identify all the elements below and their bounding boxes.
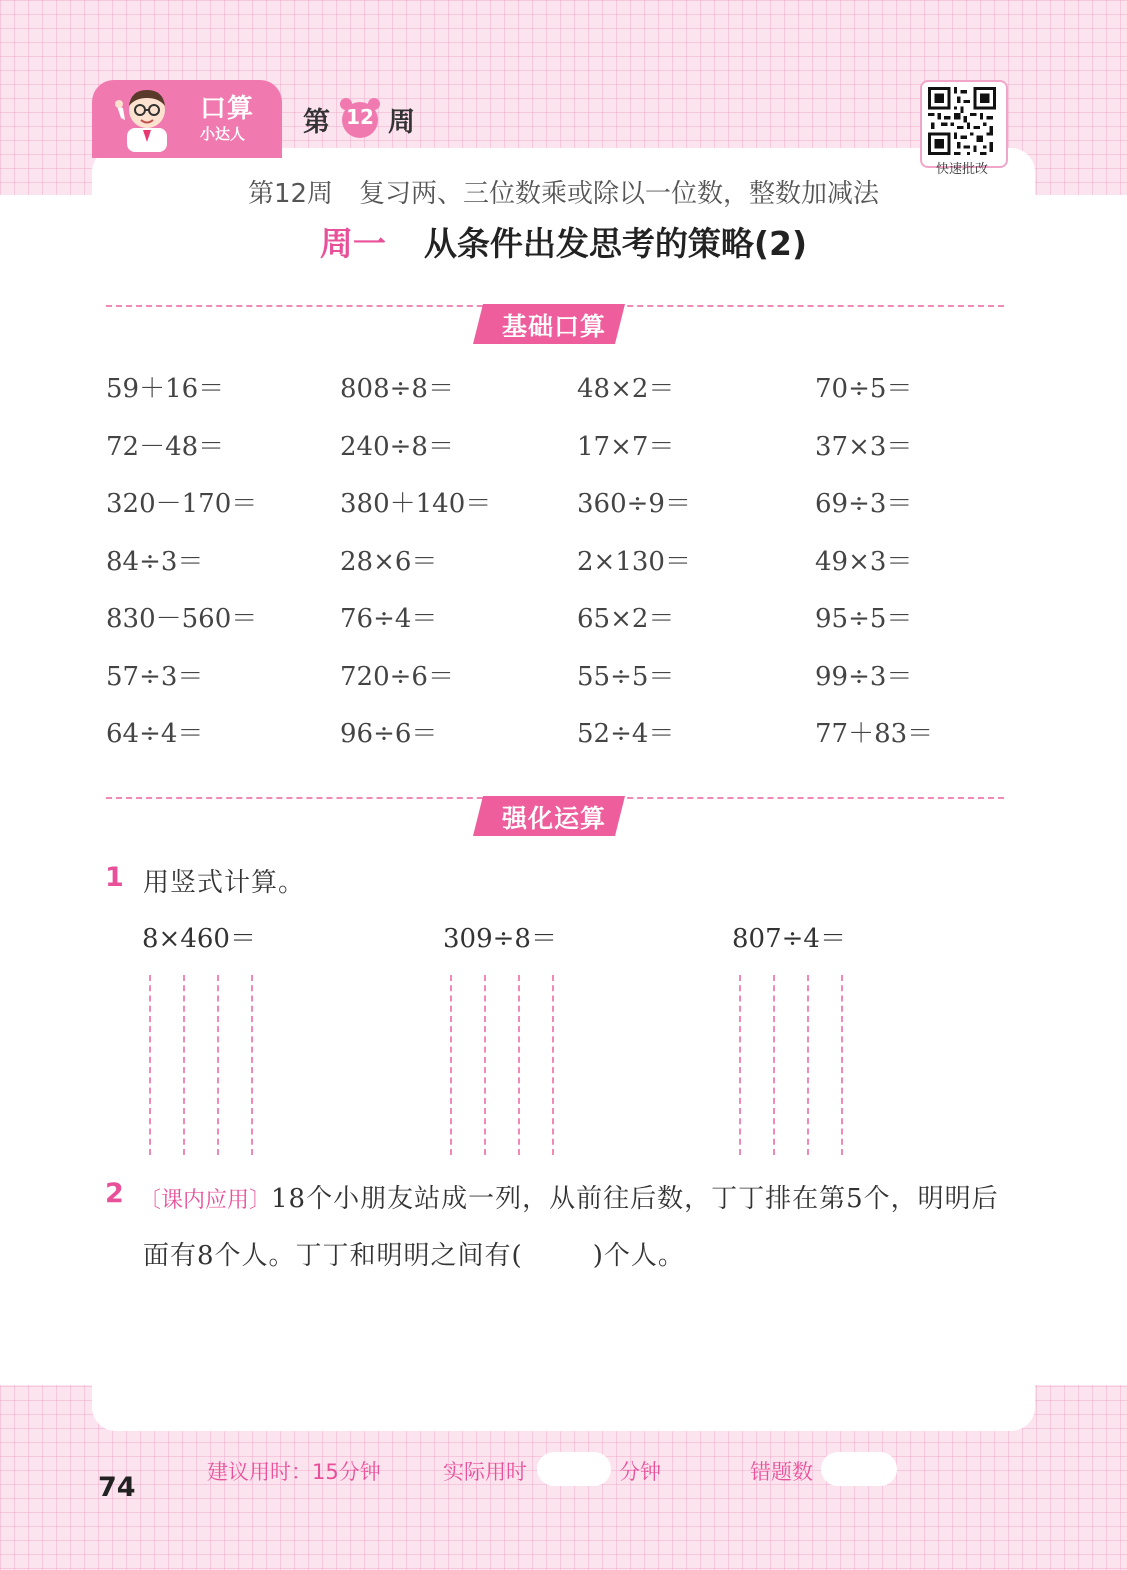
vertical-calc-problem: 8×460＝ (142, 924, 256, 954)
vertical-calc-problem: 309÷8＝ (443, 924, 557, 954)
oral-problem: 95÷5＝ (815, 604, 913, 634)
oral-problem: 64÷4＝ (106, 719, 204, 749)
oral-problem: 70÷5＝ (815, 374, 913, 404)
question-2-number: 2 (105, 1178, 124, 1209)
question-2-text-after: )个人。 (592, 1241, 685, 1271)
oral-problem: 84÷3＝ (106, 546, 204, 577)
work-area-guide (841, 975, 843, 1155)
brand-subtitle: 小达人 (200, 125, 246, 143)
oral-problem: 380＋140＝ (340, 489, 492, 519)
oral-problem: 37×3＝ (815, 431, 913, 462)
oral-problem: 48×2＝ (577, 374, 675, 404)
actual-time-box[interactable] (537, 1452, 611, 1486)
question-2-text-before: 面有8个人。丁丁和明明之间有( (143, 1241, 523, 1271)
vertical-calc-problem: 807÷4＝ (732, 924, 846, 954)
work-area-guide (217, 975, 219, 1155)
oral-problem: 72－48＝ (106, 431, 225, 462)
brand-title: 口算 (200, 94, 255, 124)
oral-problem: 59＋16＝ (106, 374, 225, 404)
work-area-guide (484, 975, 486, 1155)
work-area-guide (518, 975, 520, 1155)
mascot-icon (107, 82, 187, 152)
week-prefix: 第 (303, 107, 330, 138)
oral-problem: 65×2＝ (577, 604, 675, 634)
oral-problem: 96÷6＝ (340, 719, 438, 749)
minutes-label: 分钟 (619, 1460, 661, 1484)
section-tag-basic (473, 304, 635, 344)
oral-problem: 28×6＝ (340, 546, 438, 577)
section-title-advanced: 强化运算 (501, 804, 606, 833)
section-tag-advanced (473, 796, 635, 836)
work-area-guide (739, 975, 741, 1155)
oral-problem: 2×130＝ (577, 546, 691, 577)
oral-problem: 720÷6＝ (340, 661, 454, 692)
week-suffix: 周 (388, 107, 415, 138)
page-number: 74 (98, 1472, 136, 1503)
lesson-subtitle: 第12周 复习两、三位数乘或除以一位数，整数加减法 (247, 179, 880, 209)
topic-label: 从条件出发思考的策略(2) (423, 224, 808, 263)
oral-problem: 77＋83＝ (815, 719, 934, 749)
work-area-guide (251, 975, 253, 1155)
oral-problem: 69÷3＝ (815, 489, 913, 519)
work-area-guide (807, 975, 809, 1155)
work-area-guide (773, 975, 775, 1155)
question-2-text: 18个小朋友站成一列，从前往后数，丁丁排在第5个，明明后 (271, 1184, 999, 1214)
suggested-time: 建议用时：15分钟 (207, 1460, 381, 1484)
oral-problem: 360÷9＝ (577, 489, 691, 519)
qr-label: 快速批改 (935, 162, 988, 177)
work-area-guide (450, 975, 452, 1155)
oral-problem: 55÷5＝ (577, 661, 675, 692)
question-1-instruction: 用竖式计算。 (143, 868, 306, 898)
actual-time-label: 实际用时 (443, 1460, 527, 1484)
section-title-basic: 基础口算 (501, 312, 606, 341)
oral-problem: 76÷4＝ (340, 604, 438, 634)
oral-problem: 17×7＝ (577, 431, 675, 462)
oral-problem: 830－560＝ (106, 604, 258, 634)
work-area-guide (149, 975, 151, 1155)
oral-problem: 49×3＝ (815, 546, 913, 577)
oral-problem: 320－170＝ (106, 489, 258, 519)
oral-problem: 99÷3＝ (815, 661, 913, 692)
oral-problem: 52÷4＝ (577, 719, 675, 749)
errors-label: 错题数 (750, 1460, 813, 1484)
qr-code-icon[interactable] (928, 87, 996, 155)
errors-box[interactable] (821, 1452, 897, 1486)
question-2-tag: 〔课内应用〕 (139, 1188, 272, 1213)
question-1-number: 1 (105, 862, 124, 893)
work-area-guide (552, 975, 554, 1155)
question-2-line-1 (139, 1178, 999, 1215)
oral-problem: 240÷8＝ (340, 431, 454, 462)
work-area-guide (183, 975, 185, 1155)
question-2-line-2 (143, 1235, 685, 1272)
oral-problem: 808÷8＝ (340, 374, 454, 404)
week-number: 12 (346, 105, 374, 129)
day-label: 周一 (319, 224, 386, 263)
oral-problem: 57÷3＝ (106, 661, 204, 692)
lesson-title (92, 218, 1035, 265)
